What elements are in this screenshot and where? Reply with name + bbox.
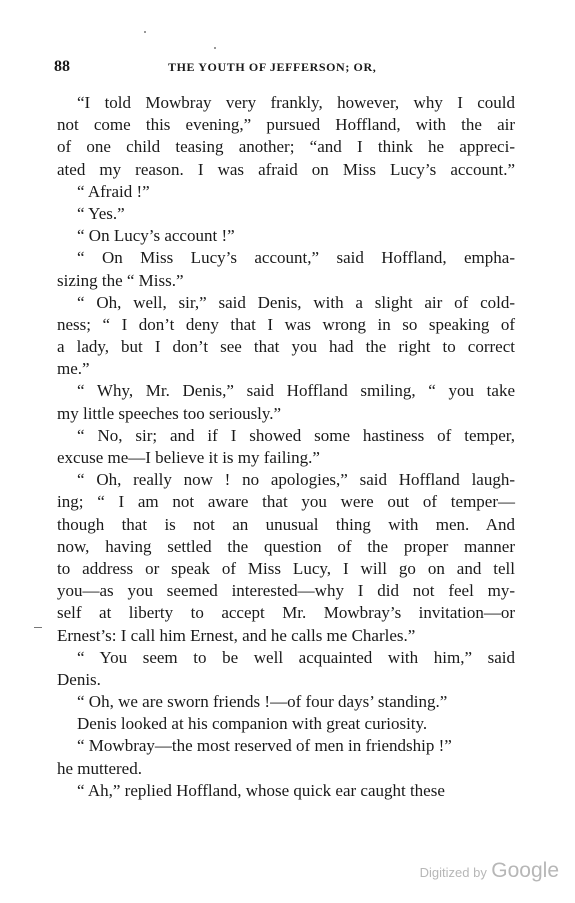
text-line: a lady, but I don’t see that you had the right to correct (57, 337, 515, 357)
text-line: self at liberty to accept Mr. Mowbray’s invitation—or (57, 603, 515, 623)
ink-speck (214, 47, 216, 49)
watermark-brand: Google (491, 859, 559, 882)
text-line: “ Oh, really now ! no apologies,” said Hoffland laugh- (77, 470, 515, 490)
text-line: you—as you seemed interested—why I did not feel my- (57, 581, 515, 601)
text-line: to address or speak of Miss Lucy, I will go on and tell (57, 558, 515, 578)
text-line: “ Oh, we are sworn friends !—of four days’ standing.” (77, 692, 448, 712)
ink-speck (144, 31, 146, 33)
text-line: “ On Miss Lucy’s account,” said Hoffland, empha- (77, 248, 515, 268)
page-number: 88 (54, 58, 70, 75)
text-line: sizing the “ Miss.” (57, 270, 184, 290)
text-line: ated my reason. I was afraid on Miss Lucy’s account.” (57, 159, 515, 179)
text-line: “ Ah,” replied Hoffland, whose quick ear caught these (77, 780, 445, 800)
text-line: not come this evening,” pursued Hoffland, with the air (57, 115, 515, 135)
running-head (54, 58, 524, 80)
text-line: now, having settled the question of the proper manner (57, 536, 515, 556)
text-line: “I told Mowbray very frankly, however, why I could (77, 93, 515, 112)
text-line: Denis looked at his companion with great curiosity. (77, 714, 428, 734)
text-line: excuse me—I believe it is my failing.” (57, 448, 320, 467)
text-line: ness; “ I don’t deny that I was wrong in so speaking of (57, 314, 515, 334)
text-line: “ Afraid !” (77, 181, 150, 201)
text-line: Ernest’s: I call him Ernest, and he calls me Charles.” (57, 625, 416, 645)
text-line: “ Oh, well, sir,” said Denis, with a slight air of cold- (77, 292, 515, 312)
text-line: “ No, sir; and if I showed some hastiness of temper, (77, 425, 515, 445)
text-line: of one child teasing another; “and I think he appreci- (57, 137, 515, 157)
text-line: ing; “ I am not aware that you were out of temper— (57, 492, 515, 512)
text-line: though that is not an unusual thing with men. And (57, 514, 515, 534)
text-line: “ Why, Mr. Denis,” said Hoffland smiling, “ you take (77, 381, 515, 401)
text-line: “ Mowbray—the most reserved of men in friendship !” (77, 736, 452, 756)
ink-speck (34, 627, 42, 628)
text-line: “ On Lucy’s account !” (77, 226, 235, 246)
digitized-by-google-watermark (420, 859, 559, 883)
text-line: Denis. (57, 669, 101, 689)
text-line: “ Yes.” (77, 203, 125, 223)
text-line: my little speeches too seriously.” (57, 403, 282, 423)
body-text (57, 92, 515, 802)
text-line: “ You seem to be well acquainted with him,” said (77, 647, 515, 667)
text-line: he muttered. (57, 758, 142, 778)
text-line: me.” (57, 359, 90, 379)
watermark-prefix: Digitized by (419, 865, 487, 880)
running-title: THE YOUTH OF JEFFERSON; OR, (168, 60, 377, 74)
